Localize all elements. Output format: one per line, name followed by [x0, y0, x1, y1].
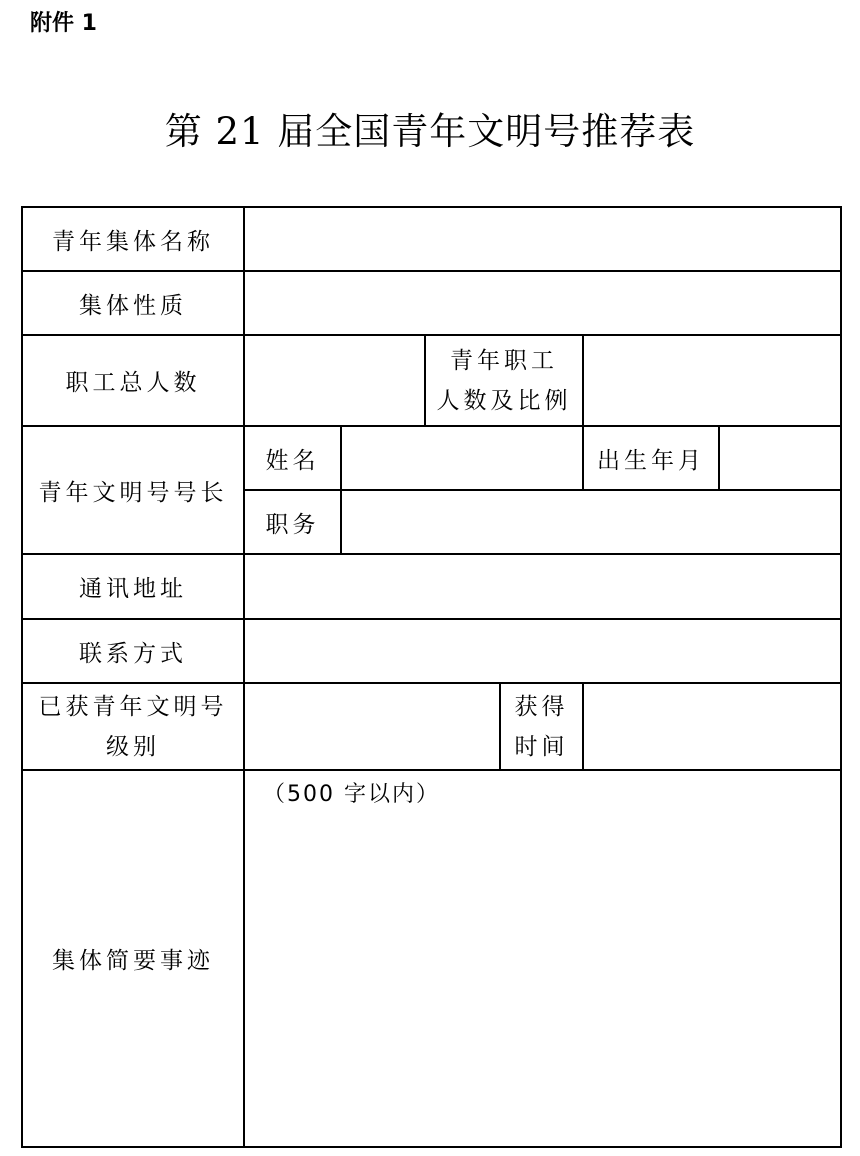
summary-note: （500 字以内） [263, 782, 440, 807]
summary-label: 集体简要事迹 [22, 770, 244, 1147]
leader-label: 青年文明号号长 [22, 426, 244, 554]
youth-staff-field[interactable] [583, 335, 841, 426]
recommendation-form-table [21, 206, 842, 1148]
position-field[interactable] [341, 490, 841, 554]
youth-staff-label-line1: 青年职工 [450, 347, 558, 374]
contact-field[interactable] [244, 619, 841, 683]
name-field[interactable] [341, 426, 583, 490]
attachment-label: 附件 1 [30, 11, 97, 36]
total-staff-field[interactable] [244, 335, 425, 426]
address-field[interactable] [244, 554, 841, 619]
summary-field[interactable] [244, 770, 841, 1147]
level-label [22, 683, 244, 770]
group-nature-label: 集体性质 [22, 271, 244, 335]
address-label: 通讯地址 [22, 554, 244, 619]
contact-label: 联系方式 [22, 619, 244, 683]
position-label: 职务 [244, 490, 341, 554]
row-summary [22, 770, 841, 1147]
row-address [22, 554, 841, 619]
time-label-line2: 时间 [514, 733, 569, 760]
level-field[interactable] [244, 683, 500, 770]
row-leader-name [22, 426, 841, 490]
row-level [22, 683, 841, 770]
level-label-line1: 已获青年文明号 [38, 693, 228, 720]
row-contact [22, 619, 841, 683]
page-title: 第 21 届全国青年文明号推荐表 [164, 110, 696, 153]
name-label: 姓名 [244, 426, 341, 490]
row-staff [22, 335, 841, 426]
group-name-label: 青年集体名称 [22, 207, 244, 271]
group-name-field[interactable] [244, 207, 841, 271]
row-group-nature [22, 271, 841, 335]
level-label-line2: 级别 [106, 733, 160, 760]
birth-field[interactable] [719, 426, 841, 490]
youth-staff-label-line2: 人数及比例 [436, 387, 572, 414]
time-label-line1: 获得 [514, 693, 569, 720]
total-staff-label: 职工总人数 [22, 335, 244, 426]
time-field[interactable] [583, 683, 841, 770]
row-group-name [22, 207, 841, 271]
birth-label: 出生年月 [583, 426, 719, 490]
youth-staff-label [425, 335, 583, 426]
group-nature-field[interactable] [244, 271, 841, 335]
time-label [500, 683, 583, 770]
